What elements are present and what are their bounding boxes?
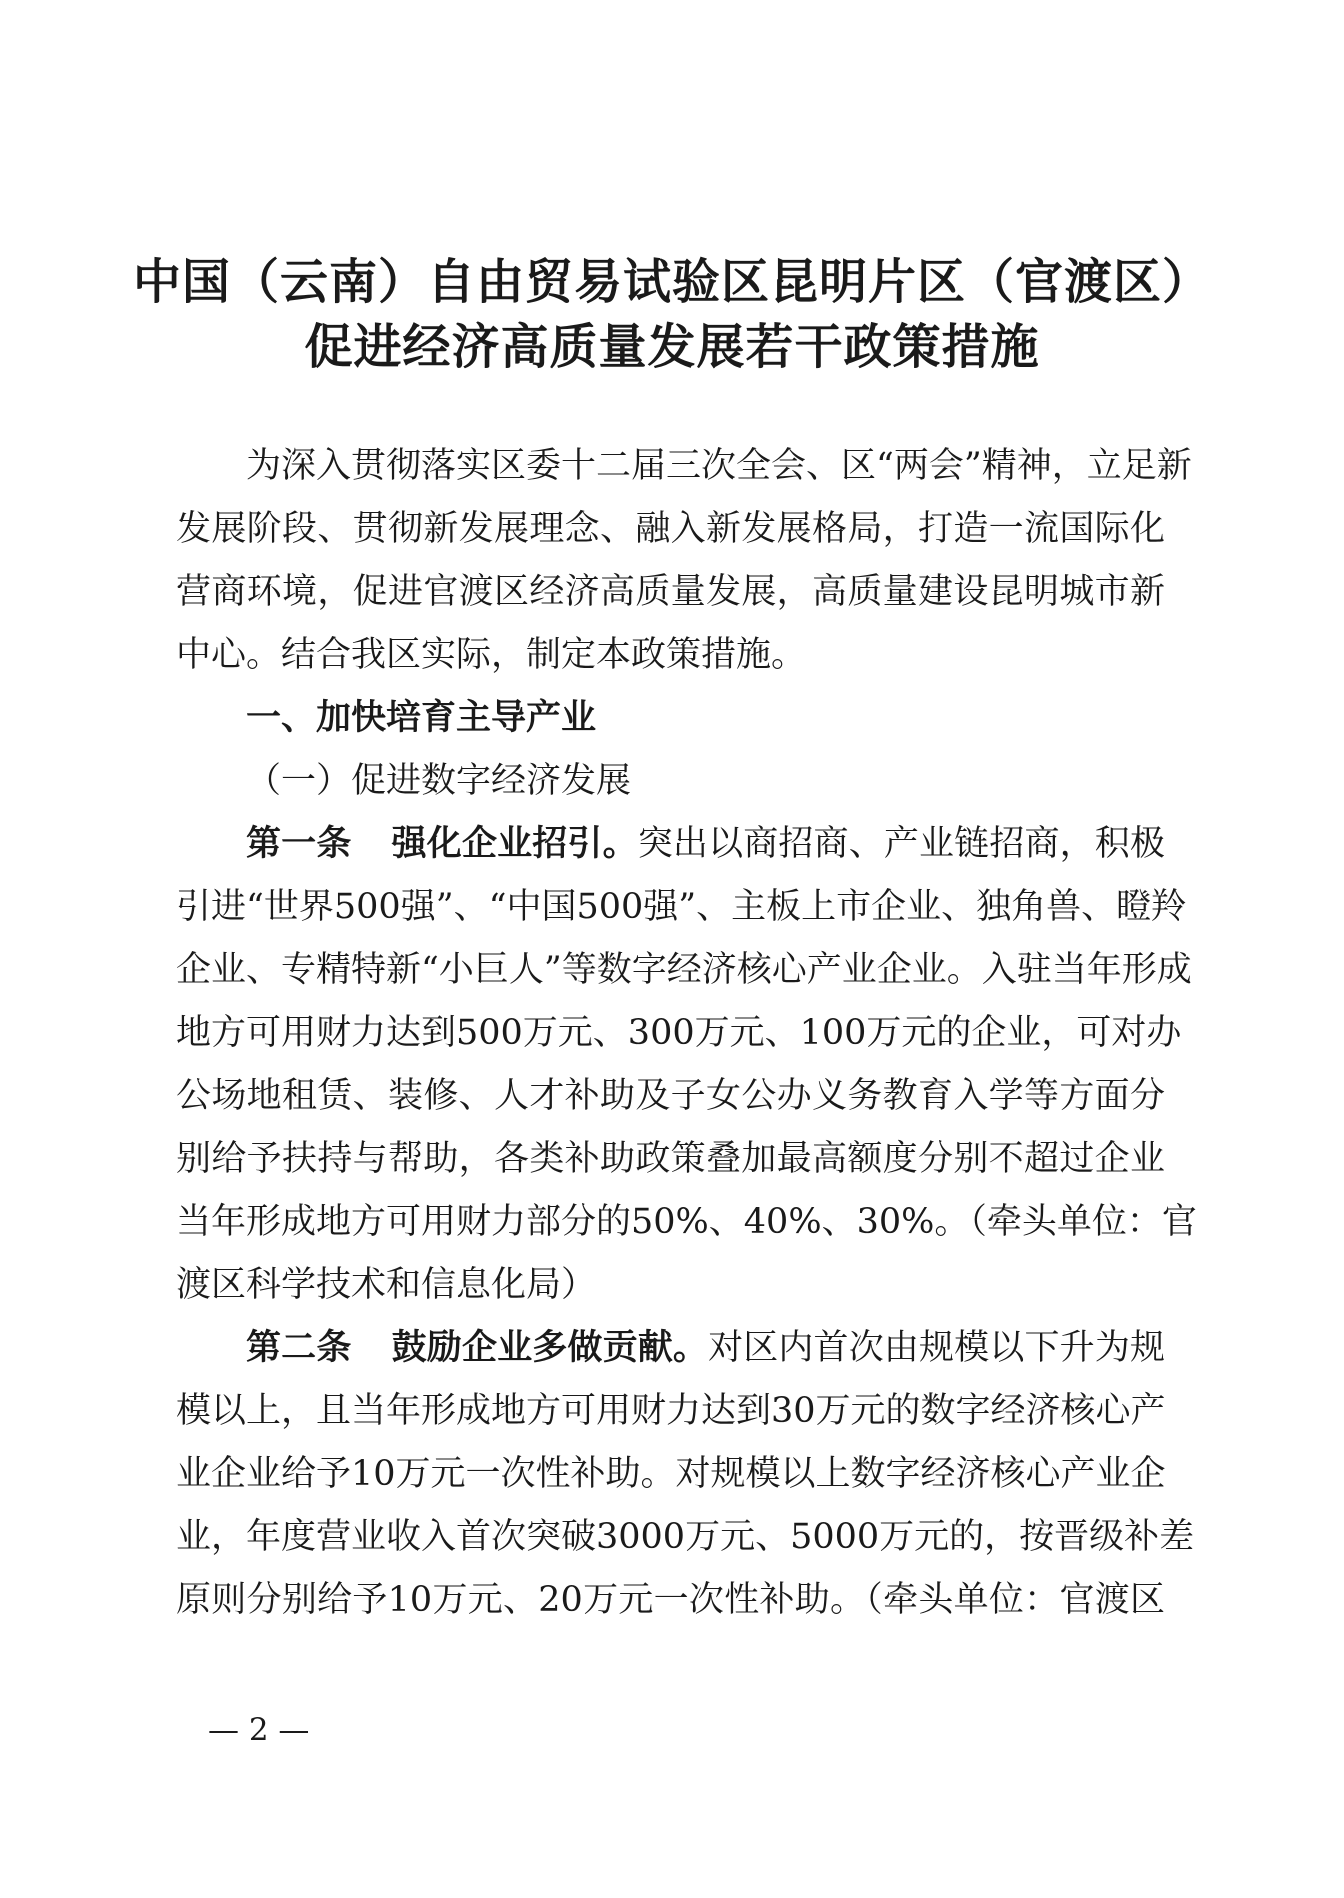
article-2-line: 原则分别给予10万元、20万元一次性补助。（牵头单位：官渡区	[176, 1580, 1165, 1620]
article-1-line: 公场地租赁、装修、人才补助及子女公办义务教育入学等方面分	[176, 1076, 1165, 1116]
section-heading: 一、加快培育主导产业	[246, 698, 597, 738]
intro-line: 营商环境，促进官渡区经济高质量发展，高质量建设昆明城市新	[176, 572, 1165, 612]
article-1-line: 企业、专精特新“小巨人”等数字经济核心产业企业。入驻当年形成	[176, 950, 1192, 990]
page-number: — 2 —	[208, 1712, 310, 1748]
article-title: 强化企业招引。	[391, 824, 638, 864]
intro-line: 中心。结合我区实际，制定本政策措施。	[176, 635, 807, 675]
article-number: 第二条	[246, 1328, 352, 1368]
article-1-line: 当年形成地方可用财力部分的50%、40%、30%。（牵头单位：官	[176, 1202, 1197, 1242]
article-text: 对区内首次由规模以下升为规	[708, 1328, 1165, 1368]
document-title-line-2: 促进经济高质量发展若干政策措施	[304, 319, 1040, 375]
article-2-line: 业企业给予10万元一次性补助。对规模以上数字经济核心产业企	[176, 1454, 1166, 1494]
article-1-line: 引进“世界500强”、“中国500强”、主板上市企业、独角兽、瞪羚	[176, 887, 1187, 927]
article-1-line: 别给予扶持与帮助，各类补助政策叠加最高额度分别不超过企业	[176, 1139, 1165, 1179]
document-title-line-1: 中国（云南）自由贸易试验区昆明片区（官渡区）	[132, 254, 1211, 310]
article-number: 第一条	[246, 824, 352, 864]
intro-line: 发展阶段、贯彻新发展理念、融入新发展格局，打造一流国际化	[176, 509, 1165, 549]
subsection-heading: （一）促进数字经济发展	[246, 761, 632, 801]
article-title: 鼓励企业多做贡献。	[391, 1328, 709, 1368]
article-2-first-line	[246, 1325, 1165, 1371]
article-1-first-line	[246, 821, 1165, 867]
intro-line: 为深入贯彻落实区委十二届三次全会、区“两会”精神，立足新	[246, 446, 1192, 486]
article-2-line: 模以上，且当年形成地方可用财力达到30万元的数字经济核心产	[176, 1391, 1166, 1431]
article-1-line: 地方可用财力达到500万元、300万元、100万元的企业，可对办	[176, 1013, 1182, 1053]
article-text: 突出以商招商、产业链招商，积极	[637, 824, 1165, 864]
article-1-line: 渡区科学技术和信息化局）	[176, 1265, 597, 1305]
article-2-line: 业，年度营业收入首次突破3000万元、5000万元的，按晋级补差	[176, 1517, 1195, 1557]
